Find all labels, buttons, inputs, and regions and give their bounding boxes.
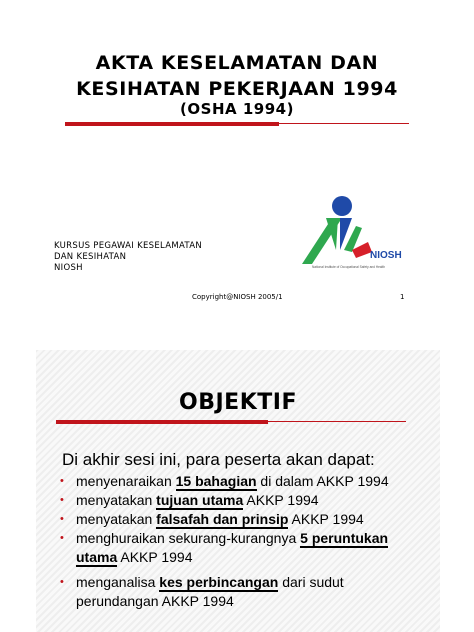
objectives-intro: Di akhir sesi ini, para peserta akan dapat: <box>62 450 375 469</box>
item-text: AKKP 1994 <box>117 549 193 565</box>
item-text: menyenaraikan <box>76 473 176 489</box>
slide-2 <box>36 350 440 632</box>
title-line-1: AKTA KESELAMATAN DAN <box>95 52 379 74</box>
item-emphasis: falsafah dan prinsip <box>156 511 289 527</box>
item-emphasis: 15 bahagian <box>175 473 257 489</box>
item-text: di dalam AKKP 1994 <box>256 473 389 489</box>
bullet-icon: • <box>60 494 64 506</box>
slide-1-subtitle: (OSHA 1994) <box>180 100 294 118</box>
title-line-2: KESIHATAN PEKERJAAN 1994 <box>76 78 398 100</box>
item-emphasis: tujuan utama <box>156 492 244 508</box>
item-text: menyatakan <box>76 511 157 527</box>
item-text: AKKP 1994 <box>288 511 364 527</box>
item-emphasis: 5 peruntukan <box>300 530 389 546</box>
logo-subtext: National Institute of Occupational Safety and Health <box>312 265 386 269</box>
item-text: AKKP 1994 <box>243 492 319 508</box>
item-text: menghuraikan sekurang-kurangnya <box>76 530 301 546</box>
list-item <box>56 573 436 592</box>
slide-1-title <box>40 50 434 102</box>
bullet-icon: • <box>60 576 64 588</box>
bullet-icon: • <box>60 475 64 487</box>
item-emphasis: utama <box>76 549 118 565</box>
slide-2-title-underline-thick <box>56 420 268 424</box>
course-line-3: NIOSH <box>54 263 83 273</box>
course-line-1: KURSUS PEGAWAI KESELAMATAN <box>54 241 203 251</box>
title-underline-thick <box>65 122 279 126</box>
list-item <box>56 510 436 529</box>
bullet-icon: • <box>60 513 64 525</box>
slide-2-title-underline-thin <box>268 421 406 422</box>
list-item-continuation: perundangan AKKP 1994 <box>76 593 234 609</box>
list-item-continuation <box>56 548 436 567</box>
course-line-2: DAN KESIHATAN <box>54 252 127 262</box>
objectives-list <box>56 472 436 611</box>
copyright-text: Copyright@NIOSH 2005/1 <box>192 293 283 301</box>
list-item <box>56 491 436 510</box>
item-text: menyatakan <box>76 492 157 508</box>
page-number: 1 <box>400 293 405 301</box>
logo-text: NIOSH <box>370 250 402 261</box>
title-underline-thin <box>279 123 409 124</box>
item-emphasis: kes perbincangan <box>159 574 279 590</box>
niosh-logo <box>296 188 414 272</box>
item-text: menganalisa <box>76 574 160 590</box>
list-item <box>56 529 436 548</box>
niosh-logo-icon <box>296 188 414 272</box>
slide-2-title: OBJEKTIF <box>179 390 297 415</box>
course-name <box>54 241 202 274</box>
item-text: dari sudut <box>278 574 344 590</box>
bullet-icon: • <box>60 532 64 544</box>
list-item <box>56 472 436 491</box>
